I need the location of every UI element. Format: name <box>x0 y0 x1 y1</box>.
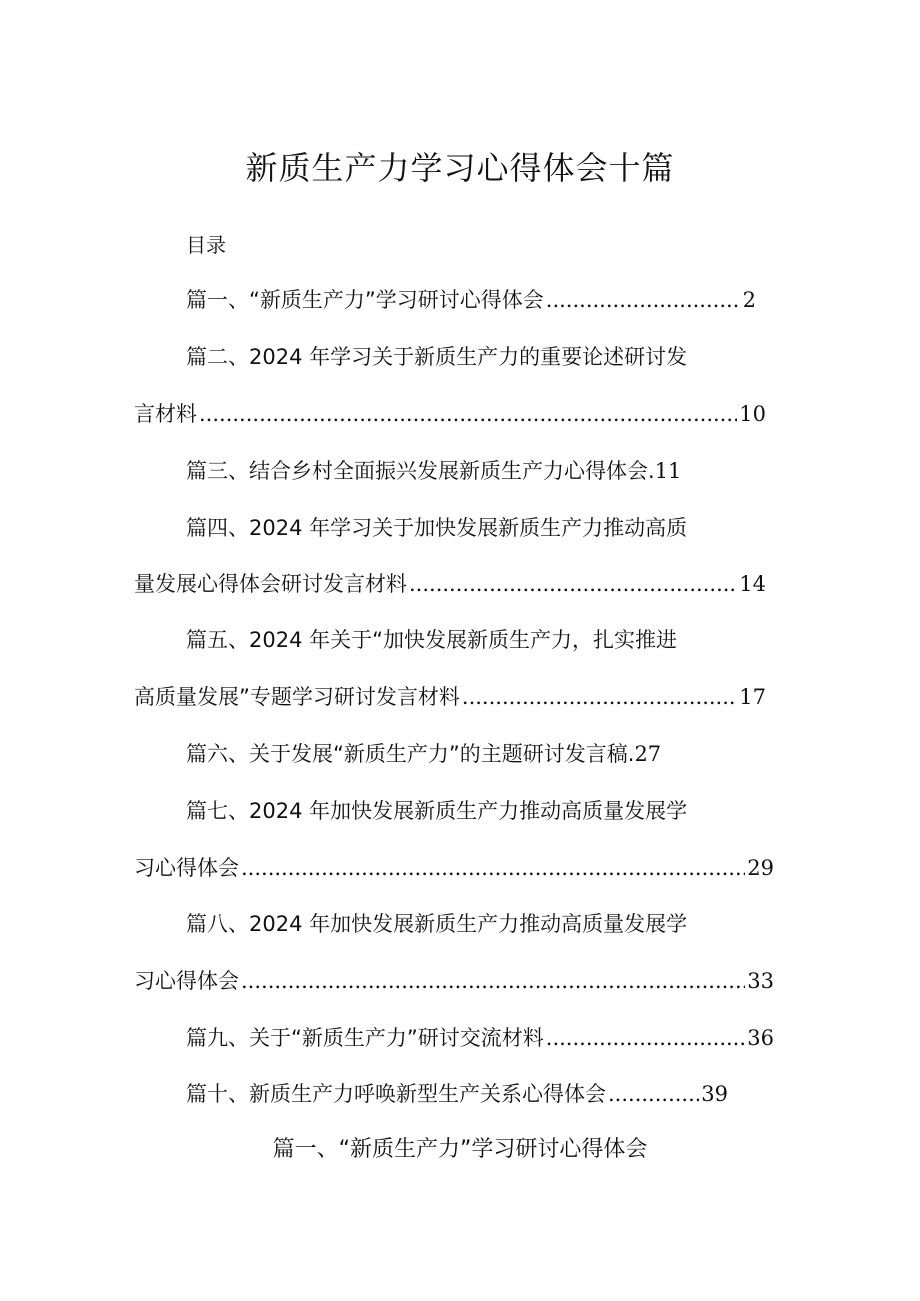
toc-entry-8-cont[interactable] <box>134 963 774 999</box>
toc-page-number: 10 <box>739 402 766 426</box>
toc-entry-text: 篇一、“新质生产力”学习研讨心得体会 <box>186 288 544 312</box>
toc-entry-4-cont[interactable] <box>134 566 766 602</box>
toc-entry-8[interactable] <box>186 906 687 942</box>
toc-entry-text: 篇四、2024 年学习关于加快发展新质生产力推动高质 <box>186 516 688 540</box>
toc-leader-dots <box>546 282 741 318</box>
toc-entry-text: 量发展心得体会研讨发言材料 <box>134 572 407 596</box>
document-title: 新质生产力学习心得体会十篇 <box>245 149 675 187</box>
toc-page-number: 11 <box>654 459 682 483</box>
toc-page-number: 27 <box>634 742 662 766</box>
toc-leader-dots <box>409 566 737 602</box>
section-heading: 篇一、“新质生产力”学习研讨心得体会 <box>272 1137 648 1162</box>
toc-page-number: 14 <box>739 572 766 596</box>
toc-entry-text: 篇九、关于“新质生产力”研讨交流材料 <box>186 1026 544 1050</box>
toc-entry-text: 篇六、关于发展“新质生产力”的主题研讨发言稿. <box>186 742 635 766</box>
toc-page-number: 29 <box>747 856 774 880</box>
toc-page-number: 33 <box>747 969 774 993</box>
toc-entry-5[interactable] <box>186 622 677 658</box>
toc-page-number: 2 <box>742 288 756 312</box>
toc-leader-dots <box>546 1020 746 1056</box>
toc-entry-1[interactable] <box>186 282 756 318</box>
toc-entry-5-cont[interactable] <box>134 679 766 715</box>
toc-page-number: 17 <box>739 685 766 709</box>
toc-entry-10[interactable] <box>186 1076 728 1112</box>
toc-entry-text: 篇八、2024 年加快发展新质生产力推动高质量发展学 <box>186 912 688 936</box>
toc-entry-3[interactable] <box>186 453 681 489</box>
toc-leader-dots <box>241 850 745 886</box>
toc-entry-text: 篇五、2024 年关于“加快发展新质生产力，扎实推进 <box>186 628 677 652</box>
toc-entry-7-cont[interactable] <box>134 850 774 886</box>
toc-entry-text: 习心得体会 <box>134 856 239 880</box>
toc-page-number: 39 <box>701 1082 728 1106</box>
toc-entry-2[interactable] <box>186 339 687 375</box>
toc-entry-text: 篇二、2024 年学习关于新质生产力的重要论述研讨发 <box>186 345 688 369</box>
toc-entry-text: 篇七、2024 年加快发展新质生产力推动高质量发展学 <box>186 799 688 823</box>
toc-entry-text: 习心得体会 <box>134 969 239 993</box>
toc-leader-dots <box>462 679 737 715</box>
toc-entry-2-cont[interactable] <box>134 396 766 432</box>
toc-entry-7[interactable] <box>186 793 687 829</box>
toc-leader-dots <box>608 1076 699 1112</box>
toc-entry-9[interactable] <box>186 1020 774 1056</box>
toc-entry-text: 篇三、结合乡村全面振兴发展新质生产力心得体会. <box>186 459 655 483</box>
toc-entry-text: 高质量发展”专题学习研讨发言材料 <box>134 685 460 709</box>
toc-leader-dots <box>199 396 737 432</box>
toc-entry-text: 言材料 <box>134 402 197 426</box>
toc-entry-text: 篇十、新质生产力呼唤新型生产关系心得体会 <box>186 1082 606 1106</box>
toc-label: 目录 <box>186 233 226 257</box>
toc-page-number: 36 <box>747 1026 774 1050</box>
toc-entry-6[interactable] <box>186 736 661 772</box>
toc-leader-dots <box>241 963 745 999</box>
toc-entry-4[interactable] <box>186 510 687 546</box>
